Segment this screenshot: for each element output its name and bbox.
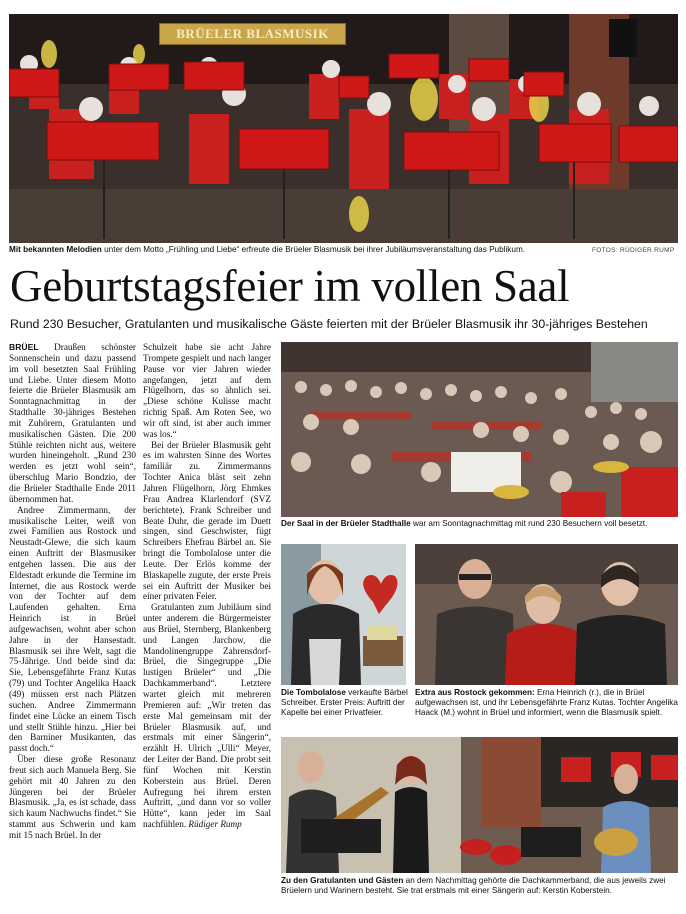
dateline: BRÜEL [9, 342, 39, 352]
tombola-photo-caption: Die Tombolalose verkaufte Bärbel Schreiber. Erster Preis: Auftritt der Kapelle bei einer Privatfeier. [281, 688, 408, 717]
top-photo-band [9, 14, 678, 243]
hall-photo [281, 342, 678, 517]
author: Rüdiger Rump [188, 819, 242, 830]
rostock-guests-photo [415, 544, 678, 685]
article-column-1: BRÜEL Draußen schönster Sonnenschein und dazu passend im voll besetzten Saal Frühling und Liebe. Unter diesem Motto feierte die Brüeler Blasmusik am Sonntagnachmittag in der Stadthalle 30-jähriges Bestehen mit Zuhörern, Gratulanten und musikalischen Gästen. Die 200 Stühle reichten nicht aus, weitere wurden hineingeholt. „Rund 230 werden es jetzt wohl sein“, überschlug Mario Bondzio, der die Brüeler Stadthalle Ende 2011 übernommen hat. Andree Zimmermann, der musikalische Leiter, weiß von zwei Familien aus Rostock und Neustadt-Glewe, die sich kaum einen Auftritt der Blasmusiker entgehen lassen. Die aus der Eldestadt erkunde die Termine im Internet, die aus Rostock werde von der Tochter auf dem Laufenden gehalten. Erna Heinrich ist in Brüel aufgewachsen, wohnt aber schon Jahre in der Hansestadt. Blasmusik sei ihre Welt, sagt die 75-Jährige. Und beide sind da: Sie, Lebensgefährte Franz Kutas (79) und Tochter Angelika Haack (49) müssen erst nach Plätzen suchen. Andree Zimmermann findet eine Lücke an einem Tisch und stellt Stühle hinzu. „Hier bei den Barniner Musikanten, das passt doch.“ Über diese große Resonanz freut sich auch Manuela Berg. Sie gehört mit 40 Jahren zu den Jüngeren bei der Brüeler Blasmusik. „Ja, es ist schade, dass sich kaum Nachwuchs findet.“ Sie stammt aus Schwerin und kam mit 15 nach Brüel. In der [9, 342, 136, 840]
banner-text: BRÜELER BLASMUSIK [159, 23, 346, 45]
headline: Geburtstagsfeier im vollen Saal [10, 261, 570, 311]
article-column-2: Schulzeit habe sie acht Jahre Trompete gespielt und nach langer Pause vor vier Jahren wieder angefangen, jetzt auf dem Flügelhorn, das so ähnlich sei. „Diese schöne Kulisse macht richtig Spaß. Am Roten See, wo wir oft sind, ist aber auch immer was los.“ Bei der Brüeler Blasmusik geht es im wahrsten Sinne des Wortes familiär zu. Zimmermanns Tochter Anica bläst seit zehn Jahren Flügelhorn, Jörg Ehmkes Frau Andrea Klarlendorf (SVZ berichtete). Frank Schreiber und Beate Duhr, die gerade im Duett singen, sind Geschwister, fügt Schreibers Ehefrau Bärbel an. Sie bringt die Tombolalose unter die Leute. Der Erlös komme der Blaskapelle zugute, der erste Preis sei ein Auftritt der Musiker bei einer privaten Feier. Gratulanten zum Jubiläum sind unter anderem die Bürgermeister aus Brüel, Sternberg, Blankenberg und Langen Jarchow, die Mandolinengruppe Zahrensdorf-Brüel, die Singegruppe „Die lustigen Brüeler“ und „Die Dachkammerband“. Letztere wartet gleich mit mehreren Premieren auf: „Wir treten das erste Mal gemeinsam mit der Brüeler Blasmusik auf, und erstmals mit einer Sängerin“, erzählt H. Ulrich „Ulli“ Meyer, der Leiter der Band. Die probt seit fünf Wochen mit Kerstin Koberstein aus Brüel. Deren Aufregung bei ihrem ersten Auftritt, „und dann vor so voller Hütte“, kann jeder im Saal nachfühlen. Rüdiger Rump [143, 342, 271, 830]
dachkammerband-photo [281, 737, 678, 873]
hall-photo-caption: Der Saal in der Brüeler Stadthalle war am Sonntagnachmittag mit rund 230 Besuchern voll besetzt. [281, 519, 648, 528]
band-photo-caption: Zu den Gratulanten und Gästen an dem Nachmittag gehörte die Dachkammerband, die aus jeweils zwei Brüelern und Warinern besteht. Sie trat erstmals mit einer Sängerin auf: Kerstin Koberstein. [281, 876, 666, 895]
tombola-photo [281, 544, 406, 685]
subheadline: Rund 230 Besucher, Gratulanten und musikalische Gäste feierten mit der Brüeler Blasmusik ihr 30-jähriges Bestehen [10, 317, 648, 331]
top-photo-caption: Mit bekannten Melodien unter dem Motto „Frühling und Liebe“ erfreute die Brüeler Blasmusik bei ihrer Jubiläumsveranstaltung das Publikum. [9, 245, 526, 254]
rostock-photo-caption: Extra aus Rostock gekommen: Erna Heinrich (r.), die in Brüel aufgewachsen ist, und ihr Lebensgefährte Franz Kutas. Tochter Angelika Haack (M.) wohnt in Brüel und informiert, wenn die Blasmusik spielt. [415, 688, 678, 717]
photo-credit: FOTOS: RÜDIGER RUMP [592, 247, 675, 254]
